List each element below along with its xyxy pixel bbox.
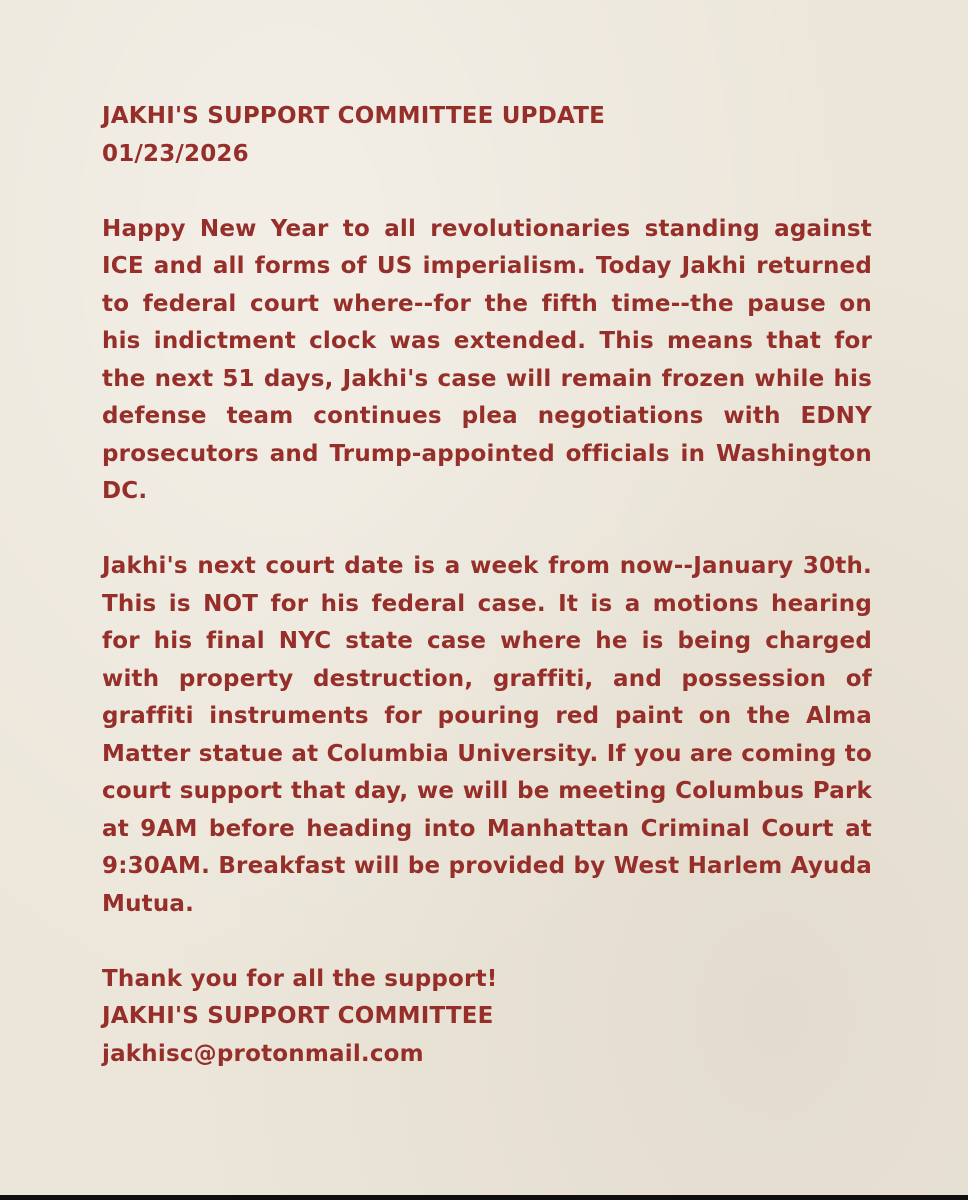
contact-email[interactable]: jakhisc@protonmail.com xyxy=(102,1040,424,1067)
spacer xyxy=(102,511,872,549)
paragraph-next-court-date: Jakhi's next court date is a week from now--January 30th. This is NOT for his federal case. It is a motions hearing for his final NYC state case where he is being charged with property destruction, graffiti, and possession of graffiti instruments for pouring red paint on the Alma Matter statue at Columbia University. If you are coming to court support that day, we will be meeting Columbus Park at 9AM before heading into Manhattan Criminal Court at 9:30AM. Breakfast will be provided by West Harlem Ayuda Mutua. xyxy=(102,553,872,917)
signature-line: JAKHI'S SUPPORT COMMITTEE xyxy=(102,1003,494,1029)
paragraph-court-update: Happy New Year to all revolutionaries standing against ICE and all forms of US imperialism. Today Jakhi returned to federal court where--for the fifth time--the pause on his indictment clock was extended. This means that for the next 51 days, Jakhi's case will remain frozen while his defense team continues plea negotiations with EDNY prosecutors and Trump-appointed officials in Washington DC. xyxy=(102,215,872,504)
document-body xyxy=(102,98,872,1073)
spacer xyxy=(102,173,872,211)
thanks-line: Thank you for all the support! xyxy=(102,965,498,992)
spacer xyxy=(102,923,872,961)
document-date: 01/23/2026 xyxy=(102,140,249,167)
document-title: JAKHI'S SUPPORT COMMITTEE UPDATE xyxy=(102,103,606,129)
